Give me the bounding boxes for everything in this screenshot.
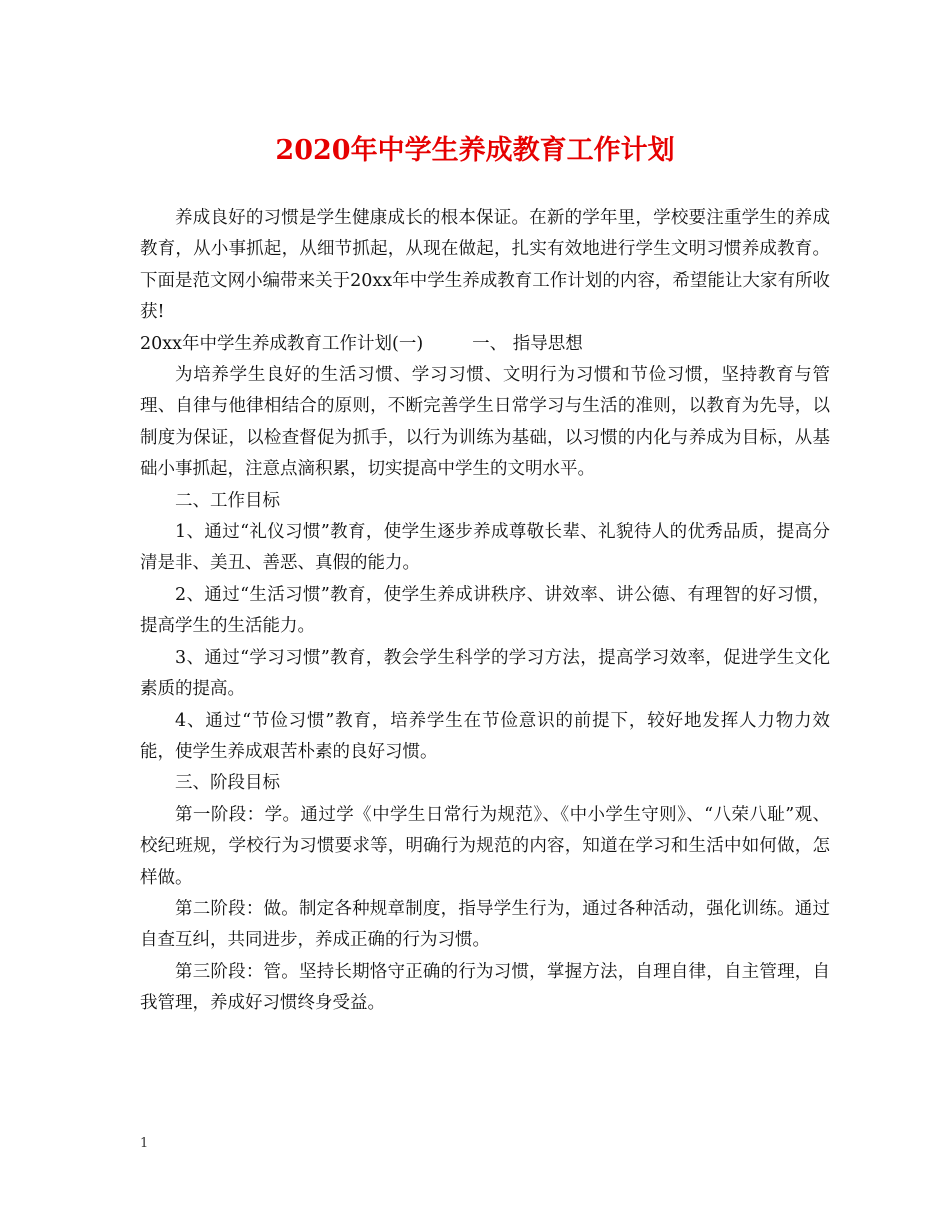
guiding-thought-paragraph: 为培养学生良好的生活习惯、学习习惯、文明行为习惯和节俭习惯，坚持教育与管理、自律与他律相结合的原则，不断完善学生日常学习与生活的准则，以教育为先导，以制度为保证，以检查督促为抓手，以行为训练为基础，以习惯的内化与养成为目标，从基础小事抓起，注意点滴积累，切实提高中学生的文明水平。 (140, 365, 830, 480)
document-title: 2020年中学生养成教育工作计划 (275, 135, 675, 166)
section-heading-guiding-thought: 一、 指导思想 (472, 333, 583, 354)
stage-paragraph: 第二阶段：做。制定各种规章制度，指导学生行为，通过各种活动，强化训练。通过自查互纠，共同进步，养成正确的行为习惯。 (140, 898, 830, 951)
section-heading-work-goals: 二、工作目标 (175, 490, 280, 511)
goal-paragraph: 2、通过“生活习惯”教育，使学生养成讲秩序、讲效率、讲公德、有理智的好习惯，提高学生的生活能力。 (140, 584, 830, 637)
section-heading-stage-goals: 三、阶段目标 (175, 773, 280, 794)
goal-paragraph: 3、通过“学习习惯”教育，教会学生科学的学习方法，提高学习效率，促进学生文化素质的提高。 (140, 647, 830, 700)
plan-heading-line (140, 329, 830, 360)
stage-paragraph: 第三阶段：管。坚持长期恪守正确的行为习惯，掌握方法，自理自律，自主管理，自我管理，养成好习惯终身受益。 (140, 961, 830, 1014)
document-body (140, 203, 830, 1020)
stage-paragraph: 第一阶段：学。通过学《中学生日常行为规范》、《中小学生守则》、“八荣八耻”观、校纪班规，学校行为习惯要求等，明确行为规范的内容，知道在学习和生活中如何做，怎样做。 (140, 804, 830, 888)
goal-paragraph: 4、通过“节俭习惯”教育，培养学生在节俭意识的前提下，较好地发挥人力物力效能，使学生养成艰苦朴素的良好习惯。 (140, 710, 830, 762)
goal-paragraph: 1、通过“礼仪习惯”教育，使学生逐步养成尊敬长辈、礼貌待人的优秀品质，提高分清是非、美丑、善恶、真假的能力。 (140, 522, 830, 574)
page-number: 1 (140, 1136, 149, 1151)
intro-paragraph: 养成良好的习惯是学生健康成长的根本保证。在新的学年里，学校要注重学生的养成教育，从小事抓起，从细节抓起，从现在做起，扎实有效地进行学生文明习惯养成教育。下面是范文网小编带来关于20xx年中学生养成教育工作计划的内容，希望能让大家有所收获! (140, 208, 830, 323)
plan-heading: 20xx年中学生养成教育工作计划(一) (140, 333, 424, 354)
